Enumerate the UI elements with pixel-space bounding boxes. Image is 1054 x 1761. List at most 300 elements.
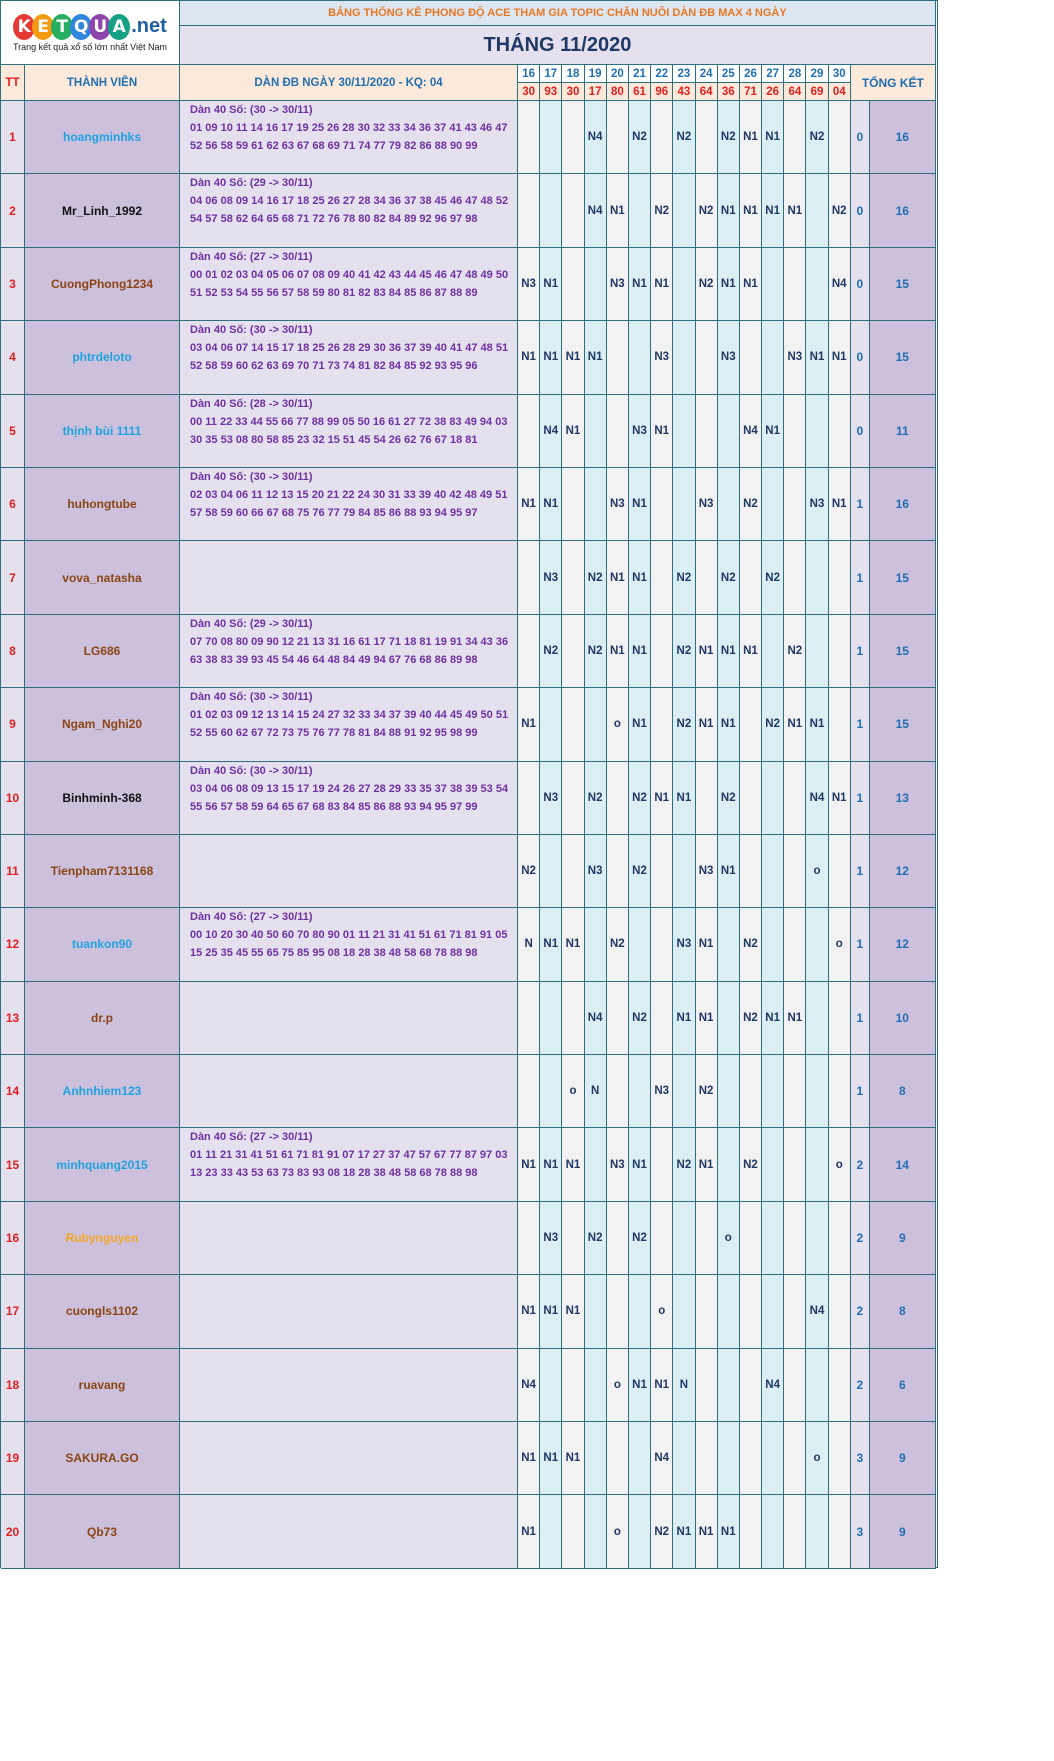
- day-mark: [673, 835, 695, 908]
- day-mark: [718, 908, 740, 981]
- day-mark: [762, 908, 784, 981]
- day-mark: [829, 1349, 851, 1422]
- row-number: 7: [1, 541, 25, 614]
- summary-total: 15: [870, 321, 936, 394]
- day-mark: N1: [629, 1128, 651, 1201]
- day-mark: N2: [806, 101, 828, 174]
- member-name[interactable]: CuongPhong1234: [25, 248, 180, 321]
- day-mark: o: [562, 1055, 584, 1128]
- day-mark: [629, 1055, 651, 1128]
- day-mark: [784, 762, 806, 835]
- day-mark: o: [718, 1202, 740, 1275]
- day-mark: [806, 1495, 828, 1568]
- day-mark: [806, 1128, 828, 1201]
- summary-hits: 1: [851, 688, 870, 761]
- row-number: 2: [1, 174, 25, 247]
- day-mark: N2: [673, 541, 695, 614]
- dan-numbers: 01 09 10 11 14 16 17 19 25 26 28 30 32 33 34 36 37 41 43 46 47: [190, 122, 508, 134]
- day-mark: [562, 762, 584, 835]
- member-name[interactable]: dr.p: [25, 982, 180, 1055]
- day-mark: N1: [518, 1275, 540, 1348]
- day-mark: [585, 688, 607, 761]
- day-mark: [718, 1275, 740, 1348]
- day-mark: [784, 1495, 806, 1568]
- day-mark: [562, 1202, 584, 1275]
- dan-title: Dàn 40 Số: (27 -> 30/11): [190, 911, 313, 924]
- member-name[interactable]: Mr_Linh_1992: [25, 174, 180, 247]
- day-mark: [585, 468, 607, 541]
- day-mark: [673, 1422, 695, 1495]
- day-mark: [829, 395, 851, 468]
- day-mark: N1: [518, 1495, 540, 1568]
- day-mark: [784, 908, 806, 981]
- day-mark: [784, 1128, 806, 1201]
- day-mark: N3: [651, 1055, 673, 1128]
- summary-total: 16: [870, 174, 936, 247]
- day-mark: [762, 1202, 784, 1275]
- dan-cell: [180, 101, 518, 174]
- day-mark: [607, 101, 629, 174]
- day-mark: N1: [629, 1349, 651, 1422]
- dan-numbers: 52 55 60 62 67 72 73 75 76 77 78 81 84 88 91 92 95 98 99: [190, 727, 478, 740]
- day-mark: [651, 1128, 673, 1201]
- dan-cell: [180, 1422, 518, 1495]
- day-mark: [673, 395, 695, 468]
- day-mark: N1: [629, 248, 651, 321]
- day-mark: [585, 908, 607, 981]
- logo-letter: U: [89, 14, 111, 40]
- day-mark: [607, 1275, 629, 1348]
- day-mark: [585, 1128, 607, 1201]
- day-mark: [562, 1349, 584, 1422]
- day-header: 29: [806, 65, 828, 83]
- result-header: 64: [784, 83, 806, 101]
- summary-total: 16: [870, 468, 936, 541]
- day-mark: N3: [718, 321, 740, 394]
- day-mark: [740, 1055, 762, 1128]
- dan-numbers: 02 03 04 06 11 12 13 15 20 21 22 24 30 31 33 39 40 42 48 49 51: [190, 488, 508, 501]
- day-mark: [696, 1349, 718, 1422]
- day-mark: [562, 982, 584, 1055]
- day-mark: N4: [651, 1422, 673, 1495]
- day-mark: N1: [718, 248, 740, 321]
- day-mark: [540, 174, 562, 247]
- day-mark: N1: [540, 1422, 562, 1495]
- day-mark: [718, 1128, 740, 1201]
- day-mark: [540, 101, 562, 174]
- dan-cell: [180, 248, 518, 321]
- day-mark: [562, 615, 584, 688]
- dan-numbers: 07 70 08 80 09 90 12 21 13 31 16 61 17 71 18 81 19 91 34 43 36: [190, 635, 509, 648]
- day-mark: [651, 982, 673, 1055]
- month-title: THÁNG 11/2020: [180, 26, 936, 65]
- day-mark: [651, 101, 673, 174]
- day-mark: [762, 1055, 784, 1128]
- summary-total: 15: [870, 688, 936, 761]
- dan-cell: [180, 908, 518, 981]
- day-mark: [585, 1275, 607, 1348]
- member-name[interactable]: ruavang: [25, 1349, 180, 1422]
- day-mark: o: [651, 1275, 673, 1348]
- dan-title: Dàn 40 Số: (29 -> 30/11): [190, 177, 313, 190]
- day-mark: [696, 762, 718, 835]
- day-mark: N1: [629, 468, 651, 541]
- day-mark: [829, 1202, 851, 1275]
- day-mark: N1: [629, 615, 651, 688]
- summary-hits: 2: [851, 1202, 870, 1275]
- day-mark: [829, 1275, 851, 1348]
- member-name[interactable]: Tienpham7131168: [25, 835, 180, 908]
- member-name[interactable]: hoangminhks: [25, 101, 180, 174]
- day-mark: [784, 541, 806, 614]
- day-mark: N2: [629, 835, 651, 908]
- day-mark: [740, 1202, 762, 1275]
- day-header: 28: [784, 65, 806, 83]
- result-header: 30: [518, 83, 540, 101]
- row-number: 18: [1, 1349, 25, 1422]
- member-name[interactable]: thịnh bùi 1111: [25, 395, 180, 468]
- member-name[interactable]: vova_natasha: [25, 541, 180, 614]
- dan-numbers: 00 11 22 33 44 55 66 77 88 99 05 50 16 61 27 72 38 83 49 94 03: [190, 415, 508, 428]
- day-mark: [629, 908, 651, 981]
- day-mark: N3: [518, 248, 540, 321]
- day-mark: o: [829, 1128, 851, 1201]
- day-mark: N1: [540, 908, 562, 981]
- day-mark: N2: [740, 1128, 762, 1201]
- day-mark: N4: [829, 248, 851, 321]
- day-mark: [518, 1055, 540, 1128]
- day-mark: N1: [718, 615, 740, 688]
- day-mark: [696, 1202, 718, 1275]
- day-mark: [518, 1202, 540, 1275]
- day-mark: N3: [696, 468, 718, 541]
- dan-title: Dàn 40 Số: (30 -> 30/11): [190, 470, 313, 483]
- day-mark: N1: [696, 908, 718, 981]
- row-number: 3: [1, 248, 25, 321]
- day-mark: N2: [718, 541, 740, 614]
- summary-total: 9: [870, 1495, 936, 1568]
- row-number: 15: [1, 1128, 25, 1201]
- result-header: 96: [651, 83, 673, 101]
- result-header: 93: [540, 83, 562, 101]
- ketqua-logo[interactable]: [1, 1, 180, 65]
- dan-numbers: 54 57 58 62 64 65 68 71 72 76 78 80 82 84 89 92 96 97 98: [190, 213, 478, 226]
- day-mark: o: [806, 835, 828, 908]
- result-header: 80: [607, 83, 629, 101]
- summary-hits: 2: [851, 1275, 870, 1348]
- day-mark: N2: [718, 101, 740, 174]
- day-mark: [806, 908, 828, 981]
- day-mark: N2: [673, 615, 695, 688]
- summary-total: 8: [870, 1275, 936, 1348]
- dan-cell: [180, 1202, 518, 1275]
- logo-letter: Q: [70, 14, 92, 40]
- day-mark: N3: [607, 468, 629, 541]
- row-number: 11: [1, 835, 25, 908]
- day-mark: [784, 1275, 806, 1348]
- day-mark: o: [607, 1349, 629, 1422]
- row-number: 20: [1, 1495, 25, 1568]
- day-mark: [540, 1495, 562, 1568]
- day-mark: [740, 541, 762, 614]
- day-mark: N3: [540, 541, 562, 614]
- day-mark: [629, 321, 651, 394]
- dan-numbers: 55 56 57 58 59 64 65 67 68 83 84 85 86 88 93 94 95 97 99: [190, 800, 478, 813]
- result-header: 17: [585, 83, 607, 101]
- dan-numbers: 03 04 06 07 14 15 17 18 25 26 28 29 30 36 37 39 40 41 47 48 51: [190, 342, 509, 355]
- row-number: 4: [1, 321, 25, 394]
- day-mark: N1: [673, 982, 695, 1055]
- day-mark: N2: [740, 908, 762, 981]
- member-name[interactable]: SAKURA.GO: [25, 1422, 180, 1495]
- day-mark: N1: [518, 321, 540, 394]
- member-name[interactable]: Anhnhiem123: [25, 1055, 180, 1128]
- day-mark: [762, 321, 784, 394]
- day-mark: N1: [829, 321, 851, 394]
- day-mark: [607, 982, 629, 1055]
- day-mark: N1: [718, 174, 740, 247]
- day-mark: [518, 101, 540, 174]
- summary-hits: 1: [851, 908, 870, 981]
- day-mark: [607, 321, 629, 394]
- row-number: 16: [1, 1202, 25, 1275]
- dan-numbers: 00 10 20 30 40 50 60 70 80 90 01 11 21 31 41 51 61 71 81 91 05: [190, 929, 508, 942]
- day-mark: N4: [740, 395, 762, 468]
- day-mark: N1: [673, 1495, 695, 1568]
- day-mark: N2: [585, 762, 607, 835]
- member-name[interactable]: cuongls1102: [25, 1275, 180, 1348]
- day-mark: N1: [784, 688, 806, 761]
- day-mark: N3: [540, 1202, 562, 1275]
- summary-total: 11: [870, 395, 936, 468]
- member-name[interactable]: Ngam_Nghi20: [25, 688, 180, 761]
- dan-cell: [180, 1349, 518, 1422]
- day-mark: N2: [518, 835, 540, 908]
- day-mark: [740, 1349, 762, 1422]
- member-name[interactable]: minhquang2015: [25, 1128, 180, 1201]
- day-mark: N2: [629, 982, 651, 1055]
- day-mark: [784, 1349, 806, 1422]
- day-mark: N4: [518, 1349, 540, 1422]
- day-mark: N1: [718, 835, 740, 908]
- day-mark: N1: [651, 1349, 673, 1422]
- result-header: 30: [562, 83, 584, 101]
- day-mark: [762, 248, 784, 321]
- day-mark: N2: [740, 982, 762, 1055]
- day-mark: [829, 1495, 851, 1568]
- member-name[interactable]: huhongtube: [25, 468, 180, 541]
- member-name[interactable]: phtrdeloto: [25, 321, 180, 394]
- dan-cell: [180, 1128, 518, 1201]
- day-mark: [629, 1275, 651, 1348]
- dan-numbers: 01 11 21 31 41 51 61 71 81 91 07 17 27 37 47 57 67 77 87 97 03: [190, 1149, 508, 1162]
- day-mark: [585, 1495, 607, 1568]
- summary-hits: 1: [851, 982, 870, 1055]
- day-mark: N1: [540, 1128, 562, 1201]
- member-name[interactable]: tuankon90: [25, 908, 180, 981]
- day-mark: N1: [540, 1275, 562, 1348]
- result-header: 26: [762, 83, 784, 101]
- member-name[interactable]: Binhminh-368: [25, 762, 180, 835]
- day-mark: [696, 1275, 718, 1348]
- member-name[interactable]: Rubynguyen: [25, 1202, 180, 1275]
- dan-numbers: 13 23 33 43 53 63 73 83 93 08 18 28 38 48 58 68 78 88 98: [190, 1167, 478, 1180]
- dan-cell: [180, 321, 518, 394]
- day-mark: [762, 835, 784, 908]
- day-mark: [829, 982, 851, 1055]
- day-mark: N4: [585, 174, 607, 247]
- summary-total: 14: [870, 1128, 936, 1201]
- logo-letter: A: [108, 14, 130, 40]
- day-mark: N3: [585, 835, 607, 908]
- day-mark: [562, 468, 584, 541]
- summary-hits: 0: [851, 321, 870, 394]
- day-header: 27: [762, 65, 784, 83]
- dan-title: Dàn 40 Số: (28 -> 30/11): [190, 397, 313, 410]
- day-mark: [585, 1422, 607, 1495]
- day-mark: [740, 762, 762, 835]
- dan-title: Dàn 40 Số: (30 -> 30/11): [190, 691, 313, 704]
- day-mark: N3: [540, 762, 562, 835]
- day-mark: [651, 1202, 673, 1275]
- day-mark: [651, 468, 673, 541]
- dan-numbers: 03 04 06 08 09 13 15 17 19 24 26 27 28 29 33 35 37 38 39 53 54: [190, 782, 509, 795]
- day-mark: N4: [806, 762, 828, 835]
- day-mark: [673, 174, 695, 247]
- day-mark: N1: [629, 541, 651, 614]
- dan-cell: [180, 688, 518, 761]
- day-mark: N1: [562, 1422, 584, 1495]
- day-mark: [784, 1422, 806, 1495]
- row-number: 10: [1, 762, 25, 835]
- day-mark: N1: [629, 688, 651, 761]
- day-mark: N4: [806, 1275, 828, 1348]
- day-mark: [806, 1055, 828, 1128]
- day-mark: [784, 1055, 806, 1128]
- day-mark: N2: [651, 1495, 673, 1568]
- day-mark: [540, 835, 562, 908]
- day-mark: N4: [540, 395, 562, 468]
- day-mark: N1: [806, 321, 828, 394]
- row-number: 9: [1, 688, 25, 761]
- dan-numbers: 63 38 83 39 93 45 54 46 64 48 84 49 94 67 76 68 86 89 98: [190, 653, 478, 666]
- row-number: 17: [1, 1275, 25, 1348]
- day-mark: [784, 1202, 806, 1275]
- day-mark: [806, 1349, 828, 1422]
- summary-total: 13: [870, 762, 936, 835]
- dan-title: Dàn 40 Số: (30 -> 30/11): [190, 764, 313, 777]
- member-name[interactable]: Qb73: [25, 1495, 180, 1568]
- day-mark: [806, 395, 828, 468]
- row-number: 6: [1, 468, 25, 541]
- day-mark: N1: [762, 174, 784, 247]
- dan-title: Dàn 40 Số: (27 -> 30/11): [190, 250, 313, 263]
- day-header: 20: [607, 65, 629, 83]
- day-mark: [829, 688, 851, 761]
- day-mark: [607, 1422, 629, 1495]
- day-mark: [651, 688, 673, 761]
- result-header: 43: [673, 83, 695, 101]
- day-mark: [629, 1495, 651, 1568]
- day-mark: N2: [673, 688, 695, 761]
- day-mark: N1: [585, 321, 607, 394]
- day-mark: N3: [651, 321, 673, 394]
- day-mark: [651, 615, 673, 688]
- day-mark: N2: [585, 615, 607, 688]
- day-mark: N2: [607, 908, 629, 981]
- day-mark: N2: [585, 1202, 607, 1275]
- day-mark: [629, 1422, 651, 1495]
- dan-cell: [180, 541, 518, 614]
- header-tt: TT: [1, 65, 25, 101]
- day-mark: [518, 541, 540, 614]
- day-mark: N1: [607, 174, 629, 247]
- dan-cell: [180, 468, 518, 541]
- dan-cell: [180, 615, 518, 688]
- day-mark: [673, 468, 695, 541]
- day-header: 22: [651, 65, 673, 83]
- dan-numbers: 15 25 35 45 55 65 75 85 95 08 18 28 38 48 58 68 78 88 98: [190, 947, 478, 960]
- dan-numbers: 51 52 53 54 55 56 57 58 59 80 81 82 83 84 85 86 87 88 89: [190, 286, 478, 299]
- dan-title: Dàn 40 Số: (30 -> 30/11): [190, 104, 313, 116]
- day-mark: N1: [518, 688, 540, 761]
- day-mark: N3: [696, 835, 718, 908]
- day-mark: N1: [696, 1128, 718, 1201]
- day-mark: [762, 1128, 784, 1201]
- day-mark: N1: [540, 248, 562, 321]
- day-mark: N1: [651, 762, 673, 835]
- day-mark: N2: [762, 688, 784, 761]
- day-mark: [585, 248, 607, 321]
- summary-total: 12: [870, 908, 936, 981]
- day-mark: [607, 1055, 629, 1128]
- result-header: 04: [829, 83, 851, 101]
- day-mark: [718, 1055, 740, 1128]
- day-mark: o: [607, 688, 629, 761]
- day-mark: [806, 615, 828, 688]
- dan-title: Dàn 40 Số: (30 -> 30/11): [190, 324, 313, 337]
- summary-hits: 1: [851, 615, 870, 688]
- day-mark: [673, 248, 695, 321]
- logo-letter: K: [13, 14, 35, 40]
- day-mark: N1: [673, 762, 695, 835]
- day-mark: N1: [718, 688, 740, 761]
- day-mark: N1: [518, 1128, 540, 1201]
- summary-total: 15: [870, 541, 936, 614]
- day-mark: N2: [629, 1202, 651, 1275]
- day-mark: N1: [562, 1128, 584, 1201]
- day-mark: [673, 1275, 695, 1348]
- day-mark: [784, 468, 806, 541]
- day-mark: o: [806, 1422, 828, 1495]
- result-header: 36: [718, 83, 740, 101]
- day-mark: [562, 688, 584, 761]
- day-mark: N2: [740, 468, 762, 541]
- day-header: 21: [629, 65, 651, 83]
- summary-hits: 0: [851, 174, 870, 247]
- day-mark: [562, 101, 584, 174]
- day-mark: [806, 174, 828, 247]
- logo-suffix: .net: [131, 15, 167, 37]
- day-mark: [607, 1202, 629, 1275]
- day-mark: [740, 1422, 762, 1495]
- day-mark: N1: [607, 541, 629, 614]
- member-name[interactable]: LG686: [25, 615, 180, 688]
- day-mark: [673, 1202, 695, 1275]
- day-mark: N: [518, 908, 540, 981]
- dan-numbers: 01 02 03 09 12 13 14 15 24 27 32 33 34 37 39 40 44 45 49 50 51: [190, 709, 509, 722]
- dan-cell: [180, 762, 518, 835]
